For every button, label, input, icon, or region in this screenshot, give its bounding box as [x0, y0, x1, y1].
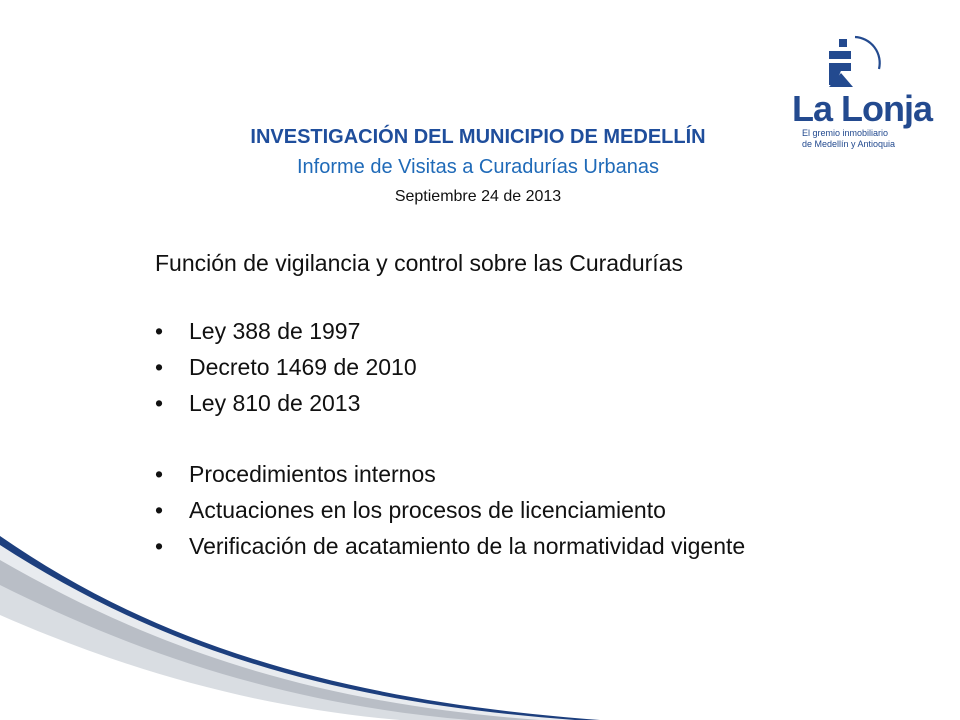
bullet-text: Verificación de acatamiento de la normatividad vigente: [189, 533, 746, 559]
bullet-dot: •: [155, 461, 164, 487]
bullet-item: [155, 385, 845, 421]
bullet-item: [155, 492, 845, 528]
logo-tagline-line-1: El gremio inmobiliario: [802, 128, 889, 138]
slide-subtitle: Informe de Visitas a Curadurías Urbanas: [296, 156, 660, 178]
slide-date: Septiembre 24 de 2013: [394, 188, 562, 205]
bullet-dot: •: [155, 390, 164, 416]
bullet-item: [155, 528, 845, 558]
slide-title: INVESTIGACIÓN DEL MUNICIPIO DE MEDELLÍN: [250, 126, 706, 148]
bullet-dot: •: [155, 354, 164, 380]
bullet-list-legal-framework: [155, 313, 845, 421]
bullet-item: [155, 349, 845, 385]
bullet-list-procedures: [155, 456, 845, 558]
section-heading: Función de vigilancia y control sobre las Curadurías: [155, 250, 683, 276]
bullet-text: Actuaciones en los procesos de licenciamiento: [189, 497, 666, 523]
bullet-dot: •: [155, 533, 164, 559]
bullet-item: [155, 313, 845, 349]
la-lonja-emblem-icon: [825, 35, 885, 91]
bullet-text: Ley 810 de 2013: [189, 390, 361, 416]
logo-name: La Lonja: [792, 88, 933, 129]
bullet-dot: •: [155, 318, 164, 344]
bullet-text: Ley 388 de 1997: [189, 318, 361, 344]
bullet-text: Procedimientos internos: [189, 461, 436, 487]
bullet-item: [155, 456, 845, 492]
bullet-dot: •: [155, 497, 164, 523]
bullet-text: Decreto 1469 de 2010: [189, 354, 417, 380]
logo-tagline-line-2: de Medellín y Antioquia: [802, 139, 896, 149]
